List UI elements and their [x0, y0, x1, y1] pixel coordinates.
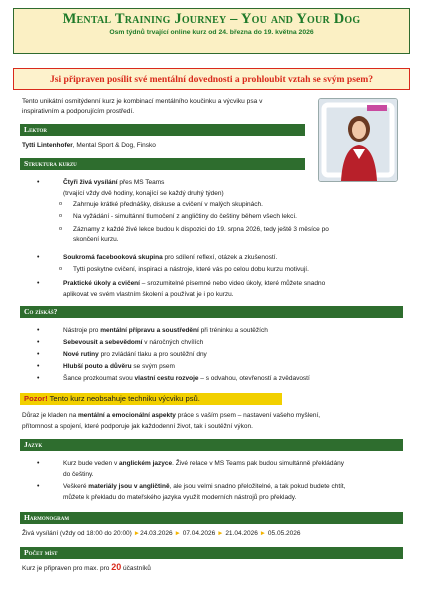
struktura-item-1-note: (trvající vždy dvě hodiny, konající se každý druhý týden) [63, 190, 224, 197]
bullet: • [37, 327, 40, 334]
page-subtitle: Osm týdnů trvající online kurz od 24. března do 19. května 2026 [109, 29, 314, 36]
struktura-sub-4: Tytti poskytne cvičení, inspiraci a nástroje, které vás po celou dobu kurzu motivují. [73, 266, 309, 273]
schedule-line [22, 529, 300, 539]
ziskas-item-2a: Sebevousit a sebevědomí [63, 339, 143, 346]
bullet: • [37, 363, 40, 370]
jazyk-2c: , ale jsou velmi snadno přeložitelné, a tak pokud budete chtít, [169, 483, 346, 490]
jazyk-2a: Veškeré [63, 483, 89, 490]
struktura-item-3-rest: – srozumitelné písemné nebo video úkoly, které můžete snadno [139, 280, 326, 287]
hook-banner [13, 68, 410, 90]
arrow-icon: ► [217, 530, 224, 537]
lecturer-photo [318, 98, 398, 182]
ziskas-item-5b: vlastní cestu rozvoje [134, 375, 199, 382]
capacity-line [22, 563, 151, 574]
struktura-item-1 [63, 178, 164, 188]
lecturer-photo-art [319, 99, 397, 181]
jazyk-1c: . Živé relace v MS Teams pak budou simultánně překládány [172, 460, 344, 467]
ziskas-item-1 [63, 326, 268, 336]
jazyk-item-1-cont: do češtiny. [63, 471, 94, 478]
schedule-lead: Živá vysílání (vždy od 18:00 do 20:00) [22, 530, 132, 537]
duraz-line-2: přítomnost a spojení, které podporuje jak každodenní život, tak i soutěžní výkon. [22, 423, 253, 430]
arrow-icon: ► [133, 530, 141, 537]
sub-bullet: o [59, 201, 63, 207]
lektor-line [22, 141, 156, 151]
section-lektor: Lektor [20, 124, 305, 136]
page-title: Mental Training Journey – You and Your Dog [62, 11, 361, 27]
section-struktura: Struktura kurzu [20, 158, 305, 170]
struktura-item-3-bold: Praktické úkoly a cvičení [63, 280, 140, 287]
ziskas-item-5a: Šance prozkoumat svou [63, 375, 135, 382]
bullet: • [37, 179, 40, 186]
bullet: • [37, 460, 40, 467]
schedule-date-2: 07.04.2026 [182, 530, 216, 537]
ziskas-item-2b: v náročných chvílích [142, 339, 204, 346]
capacity-pre: Kurz je připraven pro max. pro [22, 565, 112, 572]
ziskas-item-1c: při tréninku a soutěžích [198, 327, 268, 334]
struktura-sub-1: Zahrnuje krátké přednášky, diskuse a cvičení v malých skupinách. [73, 201, 263, 208]
section-pocet: Počet míst [20, 547, 403, 559]
arrow-icon: ► [174, 530, 181, 537]
sub-bullet: o [59, 213, 63, 219]
bullet: • [37, 254, 40, 261]
warning-text: Tento kurz neobsahuje techniku výcviku psů. [47, 394, 200, 403]
capacity-post: účastníků [121, 565, 151, 572]
ziskas-item-3a: Nové rutiny [63, 351, 99, 358]
section-harmonogram: Harmonogram [20, 512, 403, 524]
capacity-number: 20 [111, 562, 122, 572]
warning-banner [20, 393, 282, 405]
bullet: • [37, 280, 40, 287]
arrow-icon: ► [259, 530, 267, 537]
schedule-date-4: 05.05.2026 [267, 530, 301, 537]
jazyk-2b: materiály jsou v angličtině [88, 483, 170, 490]
section-jazyk: Jazyk [20, 439, 403, 451]
header-box [13, 8, 410, 54]
duraz-1c: práce s vaším psem – nastavení vašeho myšlení, [175, 412, 321, 419]
ziskas-item-5c: – s odvahou, otevřeností a zvědavostí [198, 375, 310, 382]
jazyk-item-2 [63, 482, 346, 492]
duraz-line-1 [22, 411, 320, 421]
bullet: • [37, 483, 40, 490]
jazyk-1a: Kurz bude veden v [63, 460, 120, 467]
struktura-item-2-rest: pro sdílení reflexí, otázek a zkušeností. [162, 254, 278, 261]
struktura-item-2-bold: Soukromá facebooková skupina [63, 254, 163, 261]
jazyk-item-1 [63, 459, 344, 469]
ziskas-item-4a: Hlubší pouto a důvěru [63, 363, 132, 370]
ziskas-item-3 [63, 350, 207, 360]
ziskas-item-2 [63, 338, 203, 348]
ziskas-item-1a: Nástroje pro [63, 327, 101, 334]
section-ziskas: Co získáš? [20, 306, 403, 318]
ziskas-item-4b: se svým psem [131, 363, 175, 370]
jazyk-1b: anglickém jazyce [119, 460, 173, 467]
warning-label: Pozor! [24, 394, 48, 403]
ziskas-item-1b: mentální přípravu a soustředění [100, 327, 199, 334]
bullet: • [37, 375, 40, 382]
hook-text: Jsi připraven posílit své mentální dovednosti a prohloubit vztah se svým psem? [49, 74, 374, 85]
ziskas-item-5 [63, 374, 310, 384]
jazyk-item-2-cont: můžete k překladu do mateřského jazyka využít moderních nástrojů pro překlady. [63, 494, 297, 501]
lektor-name: Tytti Lintenhofer [22, 142, 73, 149]
intro-text: Tento unikátní osmitýdenní kurz je kombinací mentálního koučinku a výcviku psa v inspirativním a podporujícím prostředí. [22, 98, 263, 115]
struktura-item-1-rest: přes MS Teams [117, 179, 165, 186]
schedule-date-1: 24.03.2026 [140, 530, 173, 537]
duraz-1b: mentální a emocionální aspekty [78, 412, 176, 419]
struktura-sub-3a: Záznamy z každé živé lekce budou k dispozici do 19. srpna 2026, tedy ještě 3 měsíce po [73, 226, 329, 233]
ziskas-item-4 [63, 362, 175, 372]
struktura-item-3 [63, 279, 325, 289]
bullet: • [37, 351, 40, 358]
schedule-date-3: 21.04.2026 [225, 530, 258, 537]
struktura-item-1-bold: Čtyři živá vysílání [63, 179, 118, 186]
bullet: • [37, 339, 40, 346]
duraz-1a: Důraz je kladen na [22, 412, 79, 419]
ziskas-item-3b: pro zvládání tlaku a pro soutěžní dny [98, 351, 207, 358]
struktura-sub-3b: skončení kurzu. [73, 236, 119, 243]
struktura-sub-2: Na vyžádání - simultánní tlumočení z angličtiny do češtiny během všech lekcí. [73, 213, 297, 220]
struktura-item-2 [63, 253, 277, 263]
struktura-item-3-cont: aplikovat ve svém vlastním školení a používat je i po kurzu. [63, 291, 234, 298]
sub-bullet: o [59, 226, 63, 232]
lektor-affiliation: , Mental Sport & Dog, Finsko [72, 142, 156, 149]
sub-bullet: o [59, 266, 63, 272]
